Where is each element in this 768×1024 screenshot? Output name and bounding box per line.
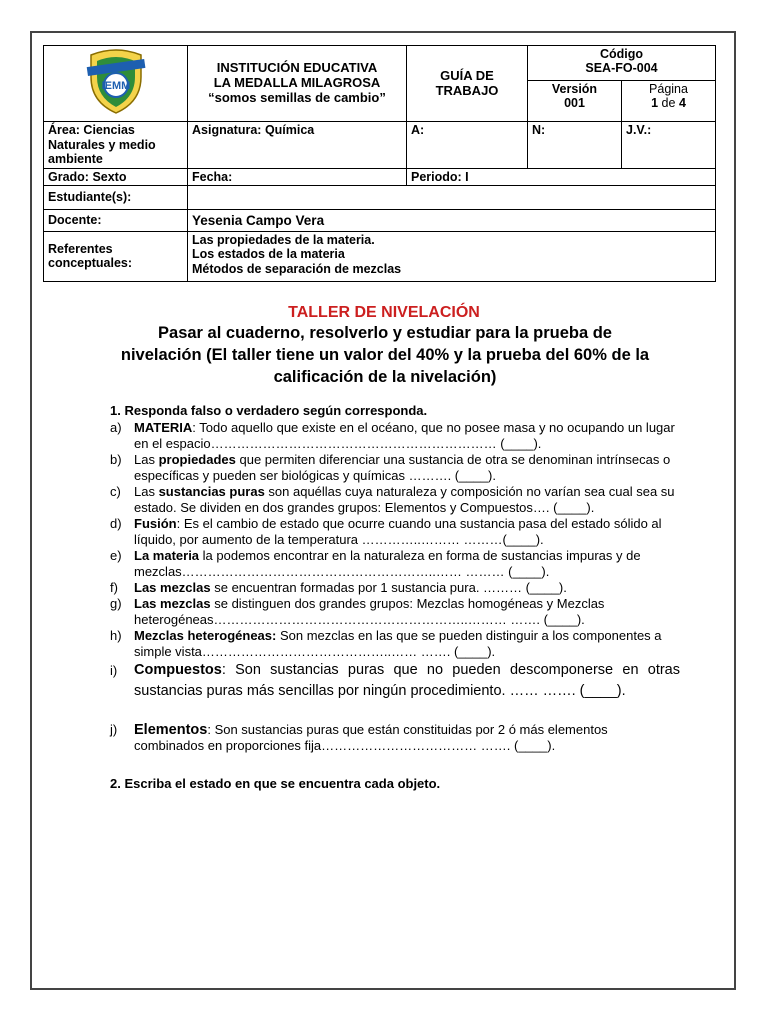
school-logo — [44, 46, 188, 122]
referente-1: Las propiedades de la materia. — [192, 232, 375, 247]
asignatura-cell: Asignatura: Química — [188, 122, 407, 168]
school-crest-icon — [81, 47, 151, 117]
estudiantes-value-cell — [188, 185, 716, 209]
code-label: Código — [599, 47, 644, 61]
referentes-value — [188, 231, 716, 281]
referente-3: Métodos de separación de mezclas — [192, 261, 402, 276]
list-item: h) Mezclas heterogéneas: Son mezclas en las que se pueden distinguir a los componentes a simple vista……………………………………..…… ……. (____). — [110, 628, 662, 659]
institution-motto: “somos semillas de cambio” — [208, 90, 386, 106]
code-cell — [528, 46, 716, 81]
question-2-heading: 2. Escriba el estado en que se encuentra cada objeto. — [110, 776, 441, 791]
header-table — [43, 45, 716, 282]
question-1-heading: 1. Responda falso o verdadero según corresponda. — [110, 403, 428, 418]
n-cell: N: — [528, 122, 622, 168]
code-value: SEA-FO-004 — [585, 61, 658, 76]
svg-text:IEMM: IEMM — [101, 80, 130, 92]
grado-cell: Grado: Sexto — [44, 168, 188, 185]
institution-line1: INSTITUCIÓN EDUCATIVA — [216, 60, 378, 76]
jv-cell: J.V.: — [622, 122, 716, 168]
list-item: e) La materia la podemos encontrar en la naturaleza en forma de sustancias impuras y de mezclas…………………………………………………..…… ……… (____). — [110, 548, 641, 579]
taller-title: TALLER DE NIVELACIÓN — [288, 304, 480, 321]
docente-cell: Docente: — [44, 209, 188, 231]
referente-2: Los estados de la materia — [192, 247, 345, 262]
a-cell: A: — [407, 122, 528, 168]
estudiantes-cell: Estudiante(s): — [44, 185, 188, 209]
list-item: i) Compuestos: Son sustancias puras que no pueden descomponerse en otras sustancias puras más sencillas por ningún procedimiento. …… ……. (____). — [110, 662, 680, 699]
list-item: b) Las propiedades que permiten diferenciar una sustancia de otra se denominan intrínsecas o específicas y pueden ser biológicas y químicas ………. (____). — [110, 452, 671, 483]
institution-name-cell — [188, 46, 407, 122]
list-item: c) Las sustancias puras son aquéllas cuya naturaleza y composición no varían sea cual sea su estado. Se dividen en dos grandes grupos: Elementos y Compuestos…. (____). — [110, 484, 675, 515]
docente-value: Yesenia Campo Vera — [188, 209, 716, 231]
question-1-items — [110, 420, 680, 754]
page-number: 1 de 4 — [651, 96, 686, 111]
taller-subtitle: Pasar al cuaderno, resolverlo y estudiar para la prueba de nivelación (El taller tiene un valor del 40% y la prueba del 60% de la calificación de la nivelación) — [120, 324, 650, 386]
doc-type-cell — [407, 46, 528, 122]
institution-line2: LA MEDALLA MILAGROSA — [213, 75, 381, 91]
list-item: j) Elementos: Son sustancias puras que están constituidas por 2 ó más elementos combinados en proporciones fija……………………………… ……. (____). — [110, 722, 608, 753]
referentes-cell: Referentes conceptuales: — [44, 231, 188, 281]
list-item: d) Fusión: Es el cambio de estado que ocurre cuando una sustancia pasa del estado sólido al líquido, por aumento de la temperatura …………..……… ………(____). — [110, 516, 662, 547]
periodo-cell: Periodo: I — [407, 168, 716, 185]
page-cell — [622, 81, 716, 122]
doc-type: GUÍA DE TRABAJO — [435, 67, 499, 98]
fecha-cell: Fecha: — [188, 168, 407, 185]
list-item: a) MATERIA: Todo aquello que existe en el océano, que no posee masa y no ocupando un lugar en el espacio………………………………………………………… (____). — [110, 420, 675, 451]
version-value: 001 — [564, 96, 585, 111]
list-item: f) Las mezclas se encuentran formadas por 1 sustancia pura. ……… (____). — [110, 580, 567, 595]
version-label: Versión — [551, 82, 598, 97]
list-item: g) Las mezclas se distinguen dos grandes grupos: Mezclas homogéneas y Mezclas heterogéneas…………………………………………………..……… ……. (____). — [110, 596, 605, 627]
version-cell — [528, 81, 622, 122]
page-label: Página — [649, 82, 688, 97]
area-cell: Área: Ciencias Naturales y medio ambiente — [44, 122, 188, 168]
